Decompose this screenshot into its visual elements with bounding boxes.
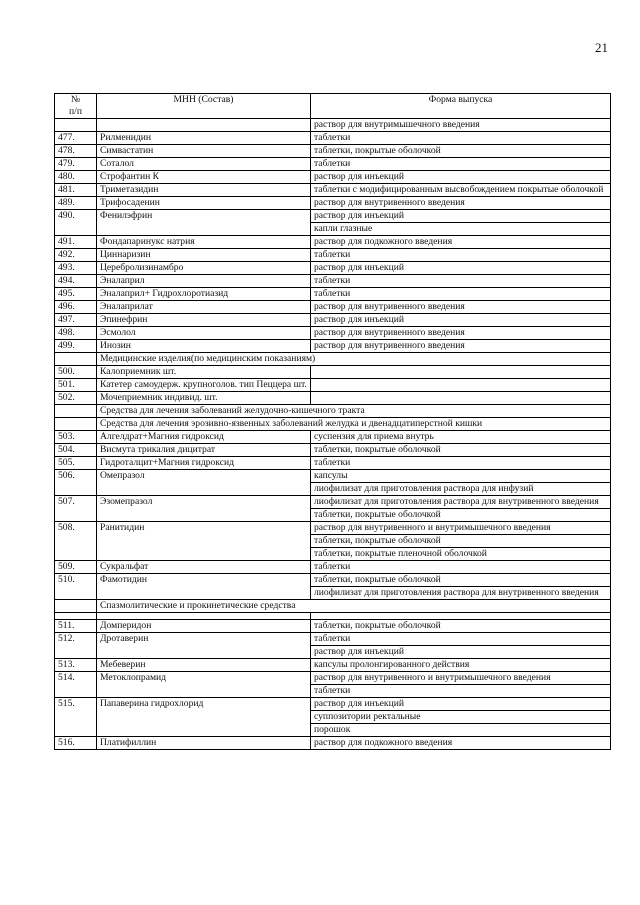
dosage-form: капсулы [311, 470, 611, 483]
table-row [55, 210, 611, 223]
dosage-form: таблетки [311, 561, 611, 574]
dosage-form: лиофилизат для приготовления раствора для инфузий [311, 483, 611, 496]
section-title: Спазмолитические и прокинетические средства [97, 600, 611, 613]
table-row [55, 132, 611, 145]
table-row [55, 171, 611, 184]
dosage-form: раствор для внутривенного введения [311, 327, 611, 340]
dosage-form: таблетки, покрытые оболочкой [311, 509, 611, 522]
dosage-form: порошок [311, 724, 611, 737]
table-row [55, 366, 611, 379]
dosage-form: суппозитории ректальные [311, 711, 611, 724]
header-form: Форма выпуска [311, 94, 611, 119]
num-cell: 501. [55, 379, 97, 392]
num-cell: 479. [55, 158, 97, 171]
drug-name: Эсмолол [97, 327, 311, 340]
page-number: 21 [595, 40, 608, 55]
dosage-form: таблетки, покрытые оболочкой [311, 145, 611, 158]
drug-name: Фондапаринукс натрия [97, 236, 311, 249]
table-row [55, 197, 611, 210]
table-row [55, 698, 611, 711]
dosage-form [311, 392, 611, 405]
drug-name: Катетер самоудерж. крупноголов. тип Пеццера шт. [97, 379, 311, 392]
table-header-row [55, 94, 611, 119]
drug-name: Трифосаденин [97, 197, 311, 210]
num-cell: 477. [55, 132, 97, 145]
dosage-form: раствор для инъекций [311, 314, 611, 327]
dosage-form: раствор для внутривенного и внутримышечного введения [311, 522, 611, 535]
dosage-form: таблетки [311, 457, 611, 470]
drug-name: Эналаприлат [97, 301, 311, 314]
drug-name: Омепразол [97, 470, 311, 496]
num-cell: 513. [55, 659, 97, 672]
drug-name: Алгелдрат+Магния гидроксид [97, 431, 311, 444]
table-row [55, 249, 611, 262]
table-row [55, 659, 611, 672]
dosage-form: таблетки [311, 633, 611, 646]
num-cell: 489. [55, 197, 97, 210]
dosage-form: таблетки, покрытые оболочкой [311, 444, 611, 457]
num-cell [55, 405, 97, 418]
drug-name: Мебеверин [97, 659, 311, 672]
dosage-form: таблетки [311, 275, 611, 288]
table-row [55, 522, 611, 535]
dosage-form: таблетки с модифицированным высвобождением покрытые оболочкой [311, 184, 611, 197]
drug-name: Эналаприл [97, 275, 311, 288]
drug-name: Симвастатин [97, 145, 311, 158]
num-cell: 509. [55, 561, 97, 574]
num-cell: 493. [55, 262, 97, 275]
table-row [55, 574, 611, 587]
table-row [55, 496, 611, 509]
num-cell: 495. [55, 288, 97, 301]
dosage-form: раствор для инъекций [311, 171, 611, 184]
dosage-form: раствор для внутривенного и внутримышечного введения [311, 672, 611, 685]
num-cell: 490. [55, 210, 97, 236]
dosage-form: лиофилизат для приготовления раствора для внутривенного введения [311, 496, 611, 509]
drug-name: Гидроталцит+Магния гидроксид [97, 457, 311, 470]
num-cell: 504. [55, 444, 97, 457]
drug-name: Калоприемник шт. [97, 366, 311, 379]
num-cell: 503. [55, 431, 97, 444]
dosage-form: раствор для подкожного введения [311, 236, 611, 249]
table-row [55, 620, 611, 633]
drug-name: Эзомепразол [97, 496, 311, 522]
num-cell [55, 119, 97, 132]
dosage-form: раствор для внутривенного введения [311, 197, 611, 210]
table-row [55, 737, 611, 750]
table-row [55, 470, 611, 483]
dosage-form: раствор для инъекций [311, 646, 611, 659]
table-row [55, 561, 611, 574]
drug-name: Папаверина гидрохлорид [97, 698, 311, 737]
drug-name [97, 613, 311, 620]
dosage-form: таблетки, покрытые пленочной оболочкой [311, 548, 611, 561]
num-cell: 498. [55, 327, 97, 340]
drug-name [97, 119, 311, 132]
num-cell [55, 600, 97, 613]
table-row [55, 340, 611, 353]
drug-name: Метоклопрамид [97, 672, 311, 698]
dosage-form: таблетки [311, 158, 611, 171]
drug-name: Инозин [97, 340, 311, 353]
drug-name: Эпинефрин [97, 314, 311, 327]
drug-name: Домперидон [97, 620, 311, 633]
num-cell: 514. [55, 672, 97, 698]
section-row [55, 353, 611, 366]
drug-name: Фамотидин [97, 574, 311, 600]
dosage-form: таблетки [311, 249, 611, 262]
num-cell: 515. [55, 698, 97, 737]
header-num: № п/п [55, 94, 97, 119]
num-cell [55, 418, 97, 431]
num-cell: 511. [55, 620, 97, 633]
table-row [55, 672, 611, 685]
num-cell: 508. [55, 522, 97, 561]
table-row [55, 236, 611, 249]
dosage-form: раствор для внутривенного введения [311, 340, 611, 353]
num-cell: 510. [55, 574, 97, 600]
num-cell: 494. [55, 275, 97, 288]
dosage-form: таблетки [311, 132, 611, 145]
drug-name: Эналаприл+ Гидрохлоротиазид [97, 288, 311, 301]
table-row [55, 301, 611, 314]
drug-name: Сукральфат [97, 561, 311, 574]
num-cell: 516. [55, 737, 97, 750]
num-cell: 497. [55, 314, 97, 327]
drug-name: Церебролизинамбро [97, 262, 311, 275]
section-title: Средства для лечения эрозивно-язвенных заболеваний желудка и двенадцатиперстной кишки [97, 418, 611, 431]
table-row [55, 457, 611, 470]
table-row [55, 145, 611, 158]
drug-name: Рилменидин [97, 132, 311, 145]
table-row [55, 288, 611, 301]
num-cell: 500. [55, 366, 97, 379]
num-cell: 496. [55, 301, 97, 314]
dosage-form: раствор для внутривенного введения [311, 301, 611, 314]
header-name: МНН (Состав) [97, 94, 311, 119]
num-cell: 492. [55, 249, 97, 262]
table-row [55, 379, 611, 392]
table-row [55, 327, 611, 340]
num-cell: 505. [55, 457, 97, 470]
dosage-form: раствор для инъекций [311, 210, 611, 223]
dosage-form [311, 613, 611, 620]
num-cell [55, 353, 97, 366]
dosage-form: таблетки, покрытые оболочкой [311, 535, 611, 548]
table-row [55, 633, 611, 646]
dosage-form: таблетки, покрытые оболочкой [311, 574, 611, 587]
drug-name: Платифиллин [97, 737, 311, 750]
num-cell: 499. [55, 340, 97, 353]
drug-name: Мочеприемник индивид. шт. [97, 392, 311, 405]
dosage-form: раствор для инъекций [311, 698, 611, 711]
dosage-form: таблетки, покрытые оболочкой [311, 620, 611, 633]
dosage-form: капли глазные [311, 223, 611, 236]
table-row [55, 314, 611, 327]
dosage-form: таблетки [311, 685, 611, 698]
table-row [55, 392, 611, 405]
num-cell: 502. [55, 392, 97, 405]
dosage-form: раствор для подкожного введения [311, 737, 611, 750]
table-row [55, 158, 611, 171]
drug-name: Дротаверин [97, 633, 311, 659]
num-cell: 480. [55, 171, 97, 184]
table-body [55, 119, 611, 750]
drug-table [54, 93, 611, 750]
table-row [55, 431, 611, 444]
section-row [55, 600, 611, 613]
drug-name: Висмута трикалия дицитрат [97, 444, 311, 457]
dosage-form: раствор для инъекций [311, 262, 611, 275]
section-title: Средства для лечения заболеваний желудочно-кишечного тракта [97, 405, 611, 418]
table-row [55, 613, 611, 620]
dosage-form: таблетки [311, 288, 611, 301]
dosage-form: раствор для внутримышечного введения [311, 119, 611, 132]
num-cell: 512. [55, 633, 97, 659]
num-cell: 481. [55, 184, 97, 197]
drug-name: Соталол [97, 158, 311, 171]
table-row [55, 444, 611, 457]
section-row [55, 405, 611, 418]
drug-name: Строфантин К [97, 171, 311, 184]
num-cell [55, 613, 97, 620]
dosage-form [311, 379, 611, 392]
num-cell: 507. [55, 496, 97, 522]
section-row [55, 418, 611, 431]
dosage-form [311, 366, 611, 379]
num-cell: 478. [55, 145, 97, 158]
table-row [55, 119, 611, 132]
dosage-form: капсулы пролонгированного действия [311, 659, 611, 672]
drug-name: Триметазидин [97, 184, 311, 197]
table-row [55, 275, 611, 288]
section-title: Медицинские изделия(по медицинским показаниям) [97, 353, 611, 366]
drug-name: Ранитидин [97, 522, 311, 561]
drug-name: Фенилэфрин [97, 210, 311, 236]
table-row [55, 262, 611, 275]
num-cell: 506. [55, 470, 97, 496]
drug-name: Циннаризин [97, 249, 311, 262]
table-row [55, 184, 611, 197]
dosage-form: суспензия для приема внутрь [311, 431, 611, 444]
dosage-form: лиофилизат для приготовления раствора для внутривенного введения [311, 587, 611, 600]
num-cell: 491. [55, 236, 97, 249]
